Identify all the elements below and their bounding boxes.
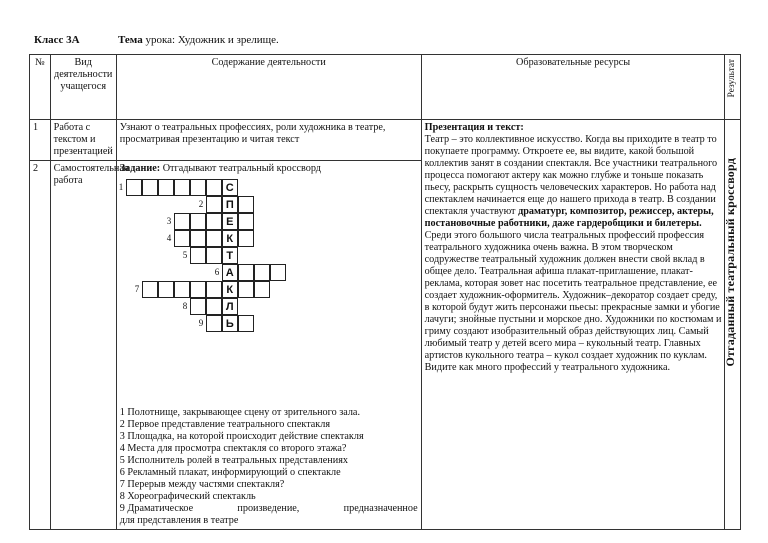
row2-num: 2 xyxy=(30,161,51,530)
clue-item: 1 Полотнище, закрывающее сцену от зрительного зала. xyxy=(119,407,360,418)
crossword-cell[interactable] xyxy=(254,281,270,298)
clue-9-part-d: для представления в театре xyxy=(119,515,239,526)
clue-item: 7 Перерыв между частями спектакля? xyxy=(119,479,285,490)
crossword-cell[interactable] xyxy=(206,298,222,315)
clue-item: 6 Рекламный плакат, информирующий о спектакле xyxy=(119,467,341,478)
crossword-cell[interactable] xyxy=(238,315,254,332)
clue-9-part-a: 9 Драматическое xyxy=(119,503,194,514)
resources-p2: Среди этого большого числа театральных профессий профессия театрального художника очень важна. В этом творческом содружестве театральный художник должен внести свой вклад в общее дело. Театральная афиша плакат-приглашение, плакат-реклама, которая зовет нас посетить театральное представление, ее создает художник-оформитель. Художник–декоратор создает среду, в которой будут жить персонажи пьесы: прекрасные замки и убогие лачуги; знойные пустыни и морское дно. Художники по костюмам и гриму создают изобразительный образ действующих лиц. Самый любимый театр у детей всего мира – кукольный театр. Главных артистов кукольного театра – кукол создает художник по куклам. Видите как много профессий у театрального художника. xyxy=(424,230,722,373)
crossword-keyword-cell[interactable]: К xyxy=(222,230,238,247)
header-result xyxy=(725,55,741,120)
crossword-cell[interactable] xyxy=(206,179,222,196)
resources-bold: драматург, композитор, режиссер, актеры, постановочные работники, даже гардеробщики и билетеры. xyxy=(424,206,714,229)
row1-activity: Работа с текстом и презентацией xyxy=(50,120,116,161)
crossword-number: 5 xyxy=(182,250,188,260)
crossword-cell[interactable] xyxy=(206,196,222,213)
crossword-number: 1 xyxy=(118,182,124,192)
clue-list xyxy=(120,407,418,503)
row2-activity: Самостоятельная работа xyxy=(50,161,116,530)
crossword-keyword-cell[interactable]: Е xyxy=(222,213,238,230)
crossword-cell[interactable] xyxy=(190,247,206,264)
crossword-keyword-cell[interactable]: Л xyxy=(222,298,238,315)
crossword-keyword-cell[interactable]: П xyxy=(222,196,238,213)
crossword-cell[interactable] xyxy=(190,281,206,298)
page-header xyxy=(34,34,279,46)
crossword-cell[interactable] xyxy=(254,264,270,281)
crossword-cell[interactable] xyxy=(174,230,190,247)
clue-item: 4 Места для просмотра спектакля со второго этажа? xyxy=(119,443,347,454)
row1-num: 1 xyxy=(30,120,51,161)
header-result-label: Результат xyxy=(727,59,738,98)
crossword-cell[interactable] xyxy=(206,281,222,298)
crossword-number: 9 xyxy=(198,318,204,328)
crossword-cell[interactable] xyxy=(238,264,254,281)
crossword-cell[interactable] xyxy=(158,281,174,298)
crossword-cell[interactable] xyxy=(174,281,190,298)
crossword-cell[interactable] xyxy=(238,213,254,230)
crossword-number: 4 xyxy=(166,233,172,243)
task-line xyxy=(120,163,418,175)
crossword-number: 7 xyxy=(134,284,140,294)
clue-item: 5 Исполнитель ролей в театральных представлениях xyxy=(119,455,348,466)
crossword-keyword-cell[interactable]: Т xyxy=(222,247,238,264)
clue-9-part-b: произведение, xyxy=(237,503,300,514)
crossword-keyword-cell[interactable]: К xyxy=(222,281,238,298)
crossword-number: 2 xyxy=(198,199,204,209)
crossword-grid xyxy=(118,179,286,405)
crossword-number: 3 xyxy=(166,216,172,226)
crossword-cell[interactable] xyxy=(174,213,190,230)
crossword-cell[interactable] xyxy=(158,179,174,196)
topic-line xyxy=(118,34,279,46)
lesson-table xyxy=(29,54,741,530)
row1-content: Узнают о театральных профессиях, роли художника в театре, просматривая презентацию и читая текст xyxy=(116,120,421,161)
clue-item: 8 Хореографический спектакль xyxy=(119,491,256,502)
crossword-cell[interactable] xyxy=(142,281,158,298)
crossword-number: 6 xyxy=(214,267,220,277)
topic-label: Тема xyxy=(118,34,143,46)
task-text: Отгадывают театральный кроссворд xyxy=(162,163,321,174)
crossword-cell[interactable] xyxy=(206,315,222,332)
resources-title: Презентация и текст: xyxy=(424,122,524,133)
crossword-cell[interactable] xyxy=(126,179,142,196)
crossword-cell[interactable] xyxy=(270,264,286,281)
crossword-keyword-cell[interactable]: С xyxy=(222,179,238,196)
header-activity: Вид деятельности учащегося xyxy=(50,55,116,120)
result-cell xyxy=(725,120,741,530)
resources-p1: Театр – это коллективное искусство. Когда вы приходите в театр то покупаете программу. Откроете ее, вы видите, какой большой коллектив занят в создании спектакля. Все участники театрального процесса помогают актеру как можно глубже и тоньше показать пьесу, раскрыть сущность человеческих характеров. Но работа над спектаклем начинается еще до нашего прихода в театр. В создании спектакля участвуют xyxy=(424,134,718,217)
crossword-cell[interactable] xyxy=(206,247,222,264)
clue-9-part-c: предназначенное xyxy=(343,503,418,514)
crossword-cell[interactable] xyxy=(206,230,222,247)
resources-text xyxy=(425,134,722,374)
header-resources: Образовательные ресурсы xyxy=(421,55,725,120)
crossword-cell[interactable] xyxy=(190,179,206,196)
crossword-keyword-cell[interactable]: Ь xyxy=(222,315,238,332)
class-label: Класс 3А xyxy=(34,34,80,46)
task-label: Задание: xyxy=(119,163,161,174)
crossword-number: 8 xyxy=(182,301,188,311)
clue-item: 2 Первое представление театрального спектакля xyxy=(119,419,331,430)
row2-content xyxy=(116,161,421,530)
crossword-cell[interactable] xyxy=(190,298,206,315)
header-content: Содержание деятельности xyxy=(116,55,421,120)
clue-9 xyxy=(120,503,418,515)
crossword-cell[interactable] xyxy=(174,179,190,196)
header-num: № xyxy=(30,55,51,120)
clue-item: 3 Площадка, на которой происходит действие спектакля xyxy=(119,431,364,442)
table-header-row xyxy=(30,55,741,120)
crossword-cell[interactable] xyxy=(238,196,254,213)
crossword-cell[interactable] xyxy=(142,179,158,196)
resources-cell xyxy=(421,120,725,530)
crossword-cell[interactable] xyxy=(238,230,254,247)
crossword-keyword-cell[interactable]: А xyxy=(222,264,238,281)
crossword-cell[interactable] xyxy=(206,213,222,230)
crossword-cell[interactable] xyxy=(190,213,206,230)
crossword-cell[interactable] xyxy=(190,230,206,247)
result-text: Отгаданный театральный кроссворд xyxy=(723,158,738,367)
topic-text: урока: Художник и зрелище. xyxy=(145,34,279,46)
table-row xyxy=(30,120,741,161)
crossword-cell[interactable] xyxy=(238,281,254,298)
